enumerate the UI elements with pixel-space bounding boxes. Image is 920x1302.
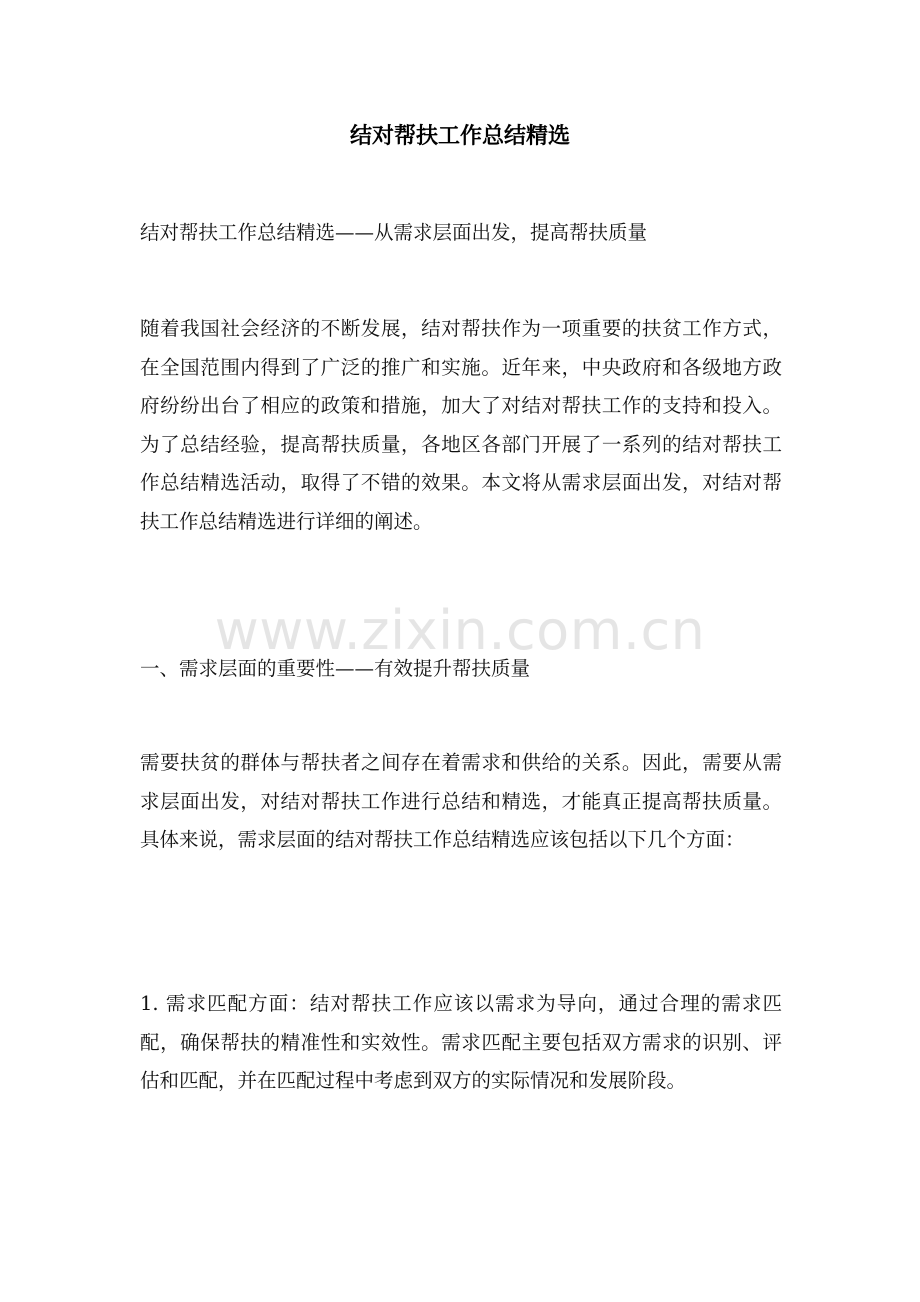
list-item: 1. 需求匹配方面：结对帮扶工作应该以需求为导向，通过合理的需求匹配，确保帮扶的精准性和实效性。需求匹配主要包括双方需求的识别、评估和匹配，并在匹配过程中考虑到双方的实际情况和发展阶段。 bbox=[140, 992, 782, 1092]
body-paragraph: 需要扶贫的群体与帮扶者之间存在着需求和供给的关系。因此，需要从需求层面出发，对结对帮扶工作进行总结和精选，才能真正提高帮扶质量。具体来说，需求层面的结对帮扶工作总结精选应该包括以下几个方面： bbox=[140, 751, 782, 851]
section-heading: 一、需求层面的重要性——有效提升帮扶质量 bbox=[140, 657, 531, 680]
document-subtitle: 结对帮扶工作总结精选——从需求层面出发，提高帮扶质量 bbox=[140, 221, 648, 244]
document-title: 结对帮扶工作总结精选 bbox=[349, 123, 570, 149]
watermark-text: www.zixin.com.cn bbox=[214, 599, 706, 662]
intro-paragraph: 随着我国社会经济的不断发展，结对帮扶作为一项重要的扶贫工作方式，在全国范围内得到了广泛的推广和实施。近年来，中央政府和各级地方政府纷纷出台了相应的政策和措施，加大了对结对帮扶工作的支持和投入。为了总结经验，提高帮扶质量，各地区各部门开展了一系列的结对帮扶工作总结精选活动，取得了不错的效果。本文将从需求层面出发，对结对帮扶工作总结精选进行详细的阐述。 bbox=[140, 317, 782, 533]
